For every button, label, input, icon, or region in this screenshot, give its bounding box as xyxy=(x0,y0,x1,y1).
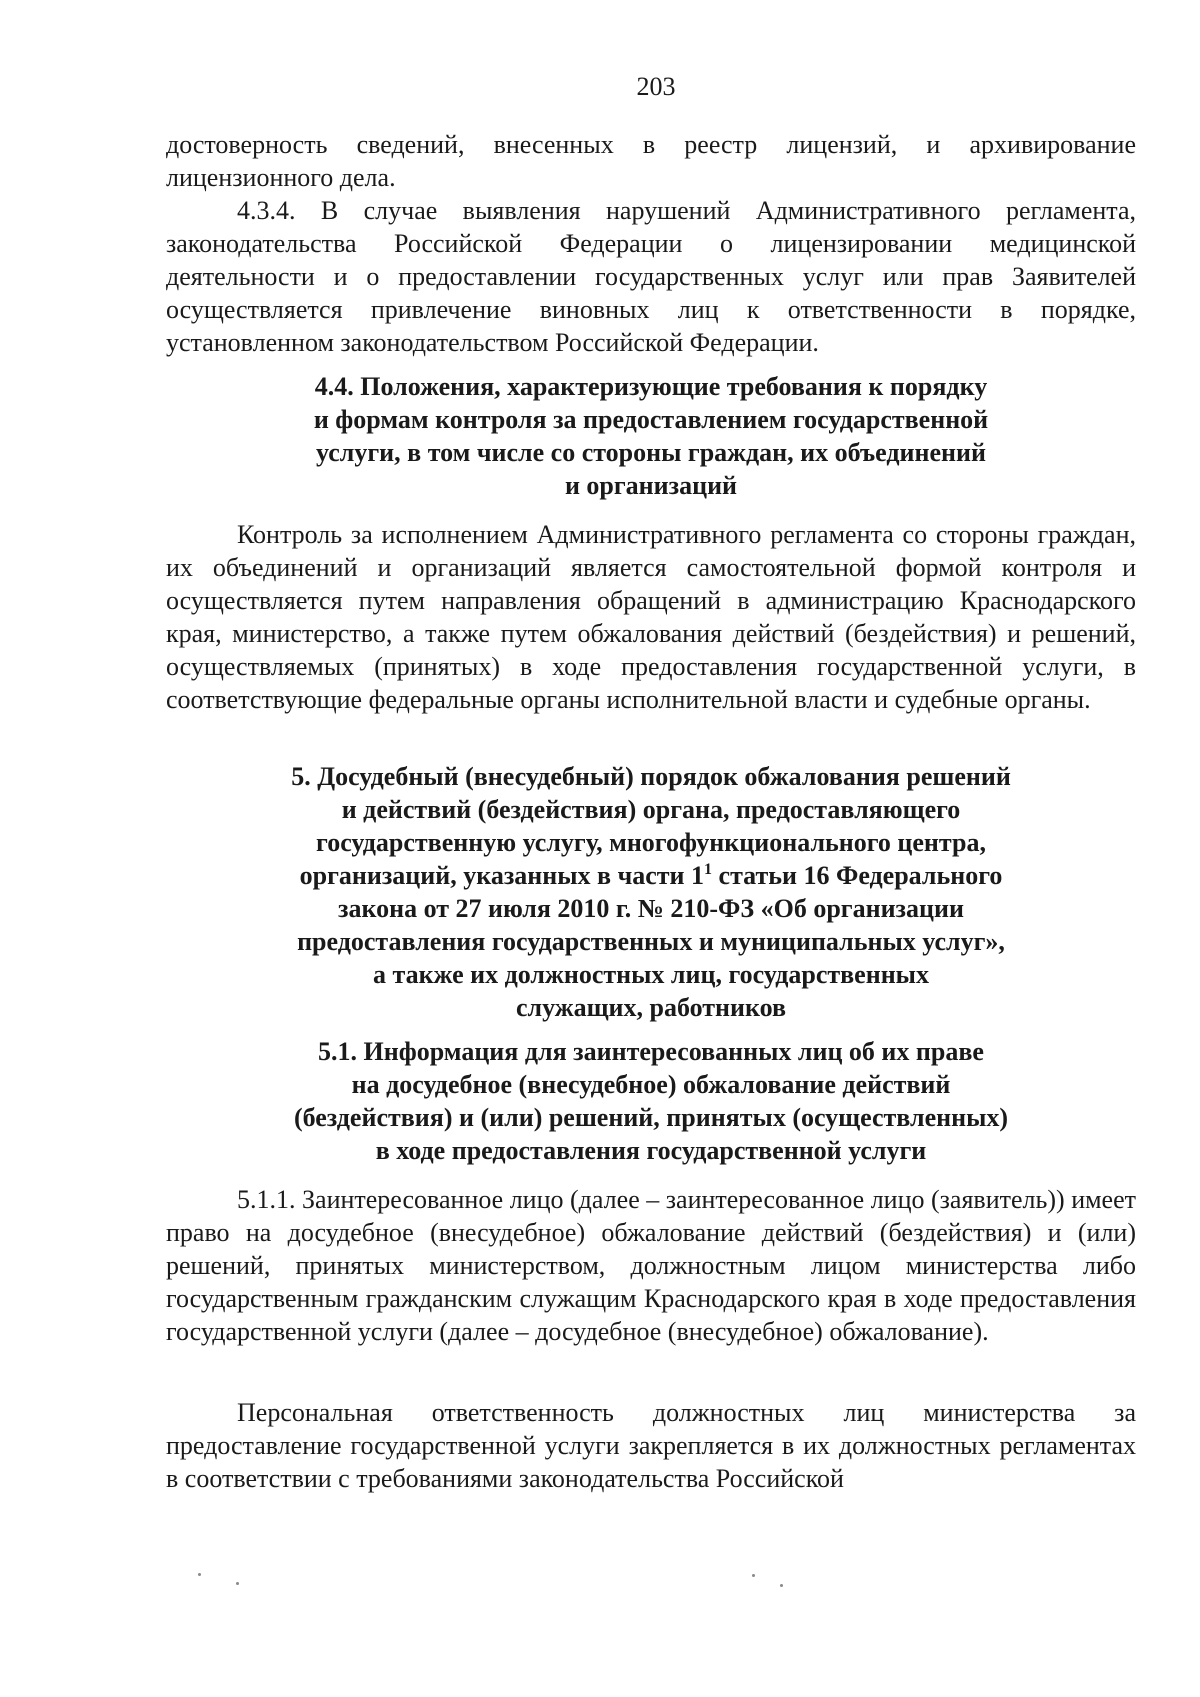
heading-line: услуги, в том числе со стороны граждан, их объединений xyxy=(316,438,986,467)
heading-line: и организаций xyxy=(564,471,738,500)
heading-5 xyxy=(166,760,1136,1024)
heading-text-fragment: организаций, указанных в части 1 xyxy=(299,861,705,890)
heading-line: и действий (бездействия) органа, предоставляющего xyxy=(341,795,961,824)
heading-line-with-superscript xyxy=(166,859,1136,892)
scan-speck xyxy=(780,1584,783,1587)
heading-line: (бездействия) и (или) решений, принятых (осуществленных) xyxy=(293,1103,1009,1132)
heading-line: на досудебное (внесудебное) обжалование действий xyxy=(351,1070,951,1099)
paragraph-licensing-archive: достоверность сведений, внесенных в реестр лицензий, и архивирование лицензионного дела. xyxy=(166,130,1136,192)
superscript-index: 1 xyxy=(704,861,713,878)
heading-line: 5. Досудебный (внесудебный) порядок обжалования решений xyxy=(291,762,1011,791)
paragraph-personal-responsibility: Персональная ответственность должностных лиц министерства за предоставление государственной услуги закрепляется в их должностных регламентах в соответствии с требованиями законодательства Российской xyxy=(166,1398,1136,1493)
heading-line: в ходе предоставления государственной услуги xyxy=(375,1136,927,1165)
heading-text-fragment: статьи 16 Федерального xyxy=(712,861,1003,890)
heading-line: и формам контроля за предоставлением государственной xyxy=(313,405,989,434)
heading-line: 4.4. Положения, характеризующие требования к порядку xyxy=(314,372,988,401)
scan-speck xyxy=(198,1573,201,1576)
heading-line: служащих, работников xyxy=(515,993,787,1022)
page-number: 203 xyxy=(636,72,676,101)
paragraph-5-1-1: 5.1.1. Заинтересованное лицо (далее – заинтересованное лицо (заявитель)) имеет право на досудебное (внесудебное) обжалование действий (бездействия) и (или) решений, принятых министерством, должностным лицом министерства либо государственным гражданским служащим Краснодарского края в ходе предоставления государственной услуги (далее – досудебное (внесудебное) обжалование). xyxy=(166,1185,1136,1346)
heading-line: предоставления государственных и муниципальных услуг», xyxy=(297,927,1005,956)
heading-5-1 xyxy=(166,1035,1136,1167)
paragraph-control: Контроль за исполнением Административного регламента со стороны граждан, их объединений и организаций является самостоятельной формой контроля и осуществляется путем направления обращений в администрацию Краснодарского края, министерство, а также путем обжалования действий (бездействия) и решений, осуществляемых (принятых) в ходе предоставления государственной услуги, в соответствующие федеральные органы исполнительной власти и судебные органы. xyxy=(166,520,1136,714)
scan-speck xyxy=(752,1574,755,1577)
heading-4-4 xyxy=(166,370,1136,502)
heading-line: 5.1. Информация для заинтересованных лиц об их праве xyxy=(318,1037,984,1066)
heading-line: государственную услугу, многофункционального центра, xyxy=(316,828,986,857)
scan-speck xyxy=(236,1582,239,1585)
heading-line: а также их должностных лиц, государственных xyxy=(373,960,929,989)
heading-line: закона от 27 июля 2010 г. № 210-ФЗ «Об организации xyxy=(338,894,964,923)
paragraph-4-3-4: 4.3.4. В случае выявления нарушений Административного регламента, законодательства Российской Федерации о лицензировании медицинской деятельности и о предоставлении государственных услуг или прав Заявителей осуществляется привлечение виновных лиц к ответственности в порядке, установленном законодательством Российской Федерации. xyxy=(166,196,1136,357)
